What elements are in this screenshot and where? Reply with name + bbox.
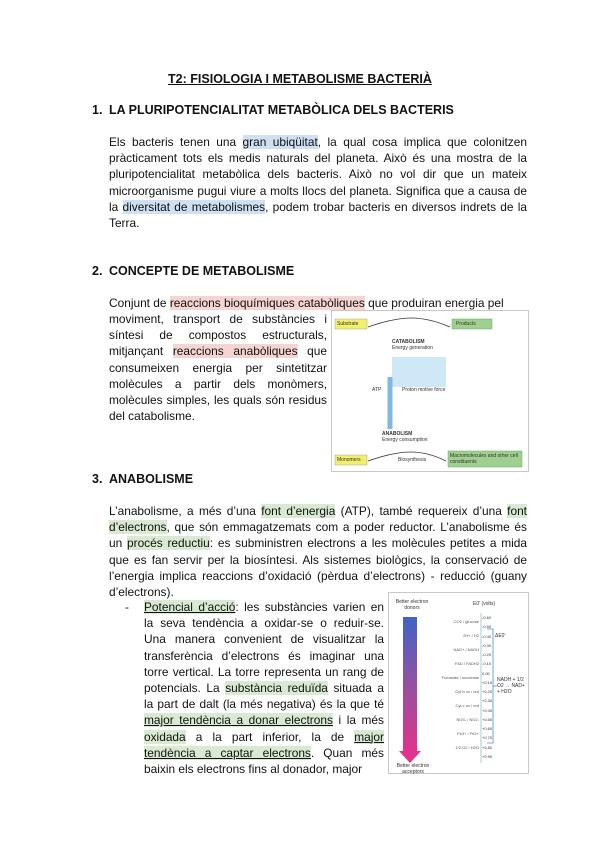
document-title: T2: FISIOLOGIA I METABOLISME BACTERIÀ — [168, 72, 432, 86]
text: : les substàncies varien en la seva tendència a oxidar-se o reduir-se. Una manera convenient de visualitzar la transferència d’electrons és imaginar una torre vertical. La torre representa un rang de potencials. La — [144, 600, 385, 696]
axis-label: E0' (volts) — [473, 601, 496, 607]
bullet-dash: - — [125, 600, 129, 614]
monomers-label: Monomers — [337, 457, 361, 463]
redox-couple-label: NAD+ / NADH — [453, 647, 479, 652]
text: situada a la part de dalt (la més negativa) és la que té — [144, 681, 384, 712]
scale-tick-label: +0.30 — [482, 698, 493, 704]
scale-tick-label: +0.40 — [482, 707, 493, 713]
text: , la qual cosa implica que colonitzen pràcticament tots els medis naturals del planeta. Això és una mostra de la pluripotencialitat metabòlica dels bacteris. Això no vol dir que un mateix microorganisme pugui viure a molts llocs del planeta. Significa que a causa de la — [109, 135, 527, 214]
section-2-paragraph — [109, 311, 327, 424]
highlight-diversitat: diversitat de metabolismes — [122, 199, 266, 214]
delta-e-label: ΔE0' — [495, 633, 506, 639]
atp-label: ATP — [372, 387, 382, 393]
scale-tick-label: +0.50 — [482, 716, 493, 722]
highlight-anaboliques: reaccions anabòliques — [172, 344, 298, 359]
scale-tick-label: +0.20 — [482, 689, 493, 694]
tower-arrow-head — [399, 751, 421, 763]
text: (ATP), també requereix d’una — [335, 504, 508, 518]
scale-tick-label: +0.80 — [482, 744, 493, 750]
metabolism-diagram — [331, 310, 529, 472]
text: Els bacteris tenen una — [109, 135, 243, 149]
section-2-first-line — [109, 295, 527, 311]
catabolism-arrow-bg — [392, 357, 446, 387]
section-1-number: 1. — [92, 103, 103, 117]
section-3-heading: ANABOLISME — [109, 472, 194, 486]
highlight-potencial-accio: Potencial d’acció — [144, 600, 236, 614]
macromolecules-label: Macromolecules and other cell constituents — [450, 453, 518, 465]
biosynthesis-label: Biosynthesis — [398, 457, 427, 463]
scale-ticks — [482, 615, 496, 763]
highlight-substancia-reduida: substància reduïda — [225, 681, 328, 696]
products-label: Products — [456, 321, 476, 327]
scale-tick-label: +0.90 — [482, 753, 493, 759]
redox-couple-label: Fumarate / succinate — [441, 675, 479, 680]
highlight-font-electrons: font d’electrons — [109, 504, 527, 535]
scale-tick-label: -0.60 — [482, 615, 492, 620]
text: : es subministren electrons a les molècules petites a mida que es fan servir per la biosíntesi. Als sistemes biològics, la conservació de l’energia implica reaccions d’oxidació (pèrdua d’electrons) - reducció (guany d’electrons). — [109, 536, 527, 600]
section-3-paragraph — [109, 503, 527, 600]
highlight-donar-electrons: major tendència a donar electrons — [144, 713, 333, 728]
bullet-paragraph — [144, 599, 384, 777]
scale-tick-label: -0.30 — [482, 642, 492, 648]
highlight-gran-ubiquitat: gran ubiqüitat — [242, 135, 318, 149]
text: moviment, transport de substàncies i síntesi de compostos estructurals, mitjançant — [109, 312, 327, 359]
text: que consumeixen energia per sintetitzar molècules a partir dels monòmers, molècules simples, les quals són residus del catabolisme. — [109, 344, 327, 424]
redox-tower-bar — [403, 617, 417, 751]
catabolism-arc — [368, 318, 450, 327]
energy-generation-label: Energy generation — [392, 345, 433, 351]
scale-tick-label: +0.10 — [482, 679, 493, 685]
scale-tick-label: -0.50 — [482, 624, 492, 630]
text: Conjunt de — [109, 296, 170, 310]
anabolism-label: ANABOLISM — [382, 431, 413, 437]
better-donors-label: Better electron donors — [395, 599, 429, 611]
highlight-oxidada: oxidada — [144, 729, 186, 744]
substrate-label: Substrate — [337, 321, 359, 327]
redox-couple-label: NO3- / NO2- — [456, 717, 479, 722]
text: , podem trobar bacteris en diversos indrets de la Terra. — [109, 199, 527, 231]
catabolism-label: CATABOLISM — [392, 339, 425, 345]
section-2-heading: CONCEPTE DE METABOLISME — [109, 264, 295, 278]
redox-tower-figure — [388, 592, 529, 774]
text: que produiran energia pel — [364, 296, 504, 310]
redox-couple-label: Cyt c ox / red — [455, 703, 479, 708]
highlight-cataboliques: reaccions bioquímiques catabòliques — [169, 296, 365, 310]
redox-couple-label: 1/2 O2 / H2O — [455, 745, 479, 750]
redox-couple-label: Fe3+ / Fe2+ — [457, 731, 479, 736]
redox-couple-label: CO2 / glucose — [453, 619, 479, 624]
redox-couple-label: 2H+ / H2 — [463, 633, 479, 638]
scale-tick-label: +0.70 — [482, 735, 493, 741]
text: i la més — [332, 713, 384, 728]
highlight-font-energia: font d’energia — [261, 504, 336, 518]
highlight-captar-electrons: major tendència a captar electrons — [144, 729, 384, 760]
scale-tick-label: -0.40 — [482, 633, 492, 639]
highlight-proces-reductiu: procés reductiu — [127, 536, 210, 551]
reaction-label: NADH + 1/2 O2 → NAD+ + H2O — [497, 677, 525, 695]
section-1-paragraph — [109, 134, 527, 231]
section-1-heading: LA PLURIPOTENCIALITAT METABÒLICA DELS BACTERIS — [109, 103, 454, 117]
scale-tick-label: -0.20 — [482, 652, 492, 657]
text: . Quan més baixin els electrons fins al donador, major — [144, 745, 384, 777]
energy-consumption-label: Energy consumption — [382, 437, 428, 443]
text: , que són emmagatzemats com a poder reductor. L’anabolisme és un — [109, 520, 527, 551]
proton-motive-label: Proton motive force — [402, 387, 446, 393]
redox-couple-label: Cyt b ox / red — [455, 689, 479, 694]
text: a la part inferior, la de — [185, 729, 355, 744]
text: L’anabolisme, a més d’una — [109, 504, 262, 518]
redox-couples — [423, 615, 479, 763]
section-3-number: 3. — [92, 472, 103, 486]
redox-couple-label: FAD / FADH2 — [454, 661, 479, 666]
scale-tick-label: -0.10 — [482, 661, 492, 667]
better-acceptors-label: Better electron acceptors — [396, 763, 430, 775]
scale-tick-label: 0.00 — [482, 670, 490, 676]
scale-tick-label: +0.60 — [482, 726, 493, 731]
section-2-number: 2. — [92, 264, 103, 278]
